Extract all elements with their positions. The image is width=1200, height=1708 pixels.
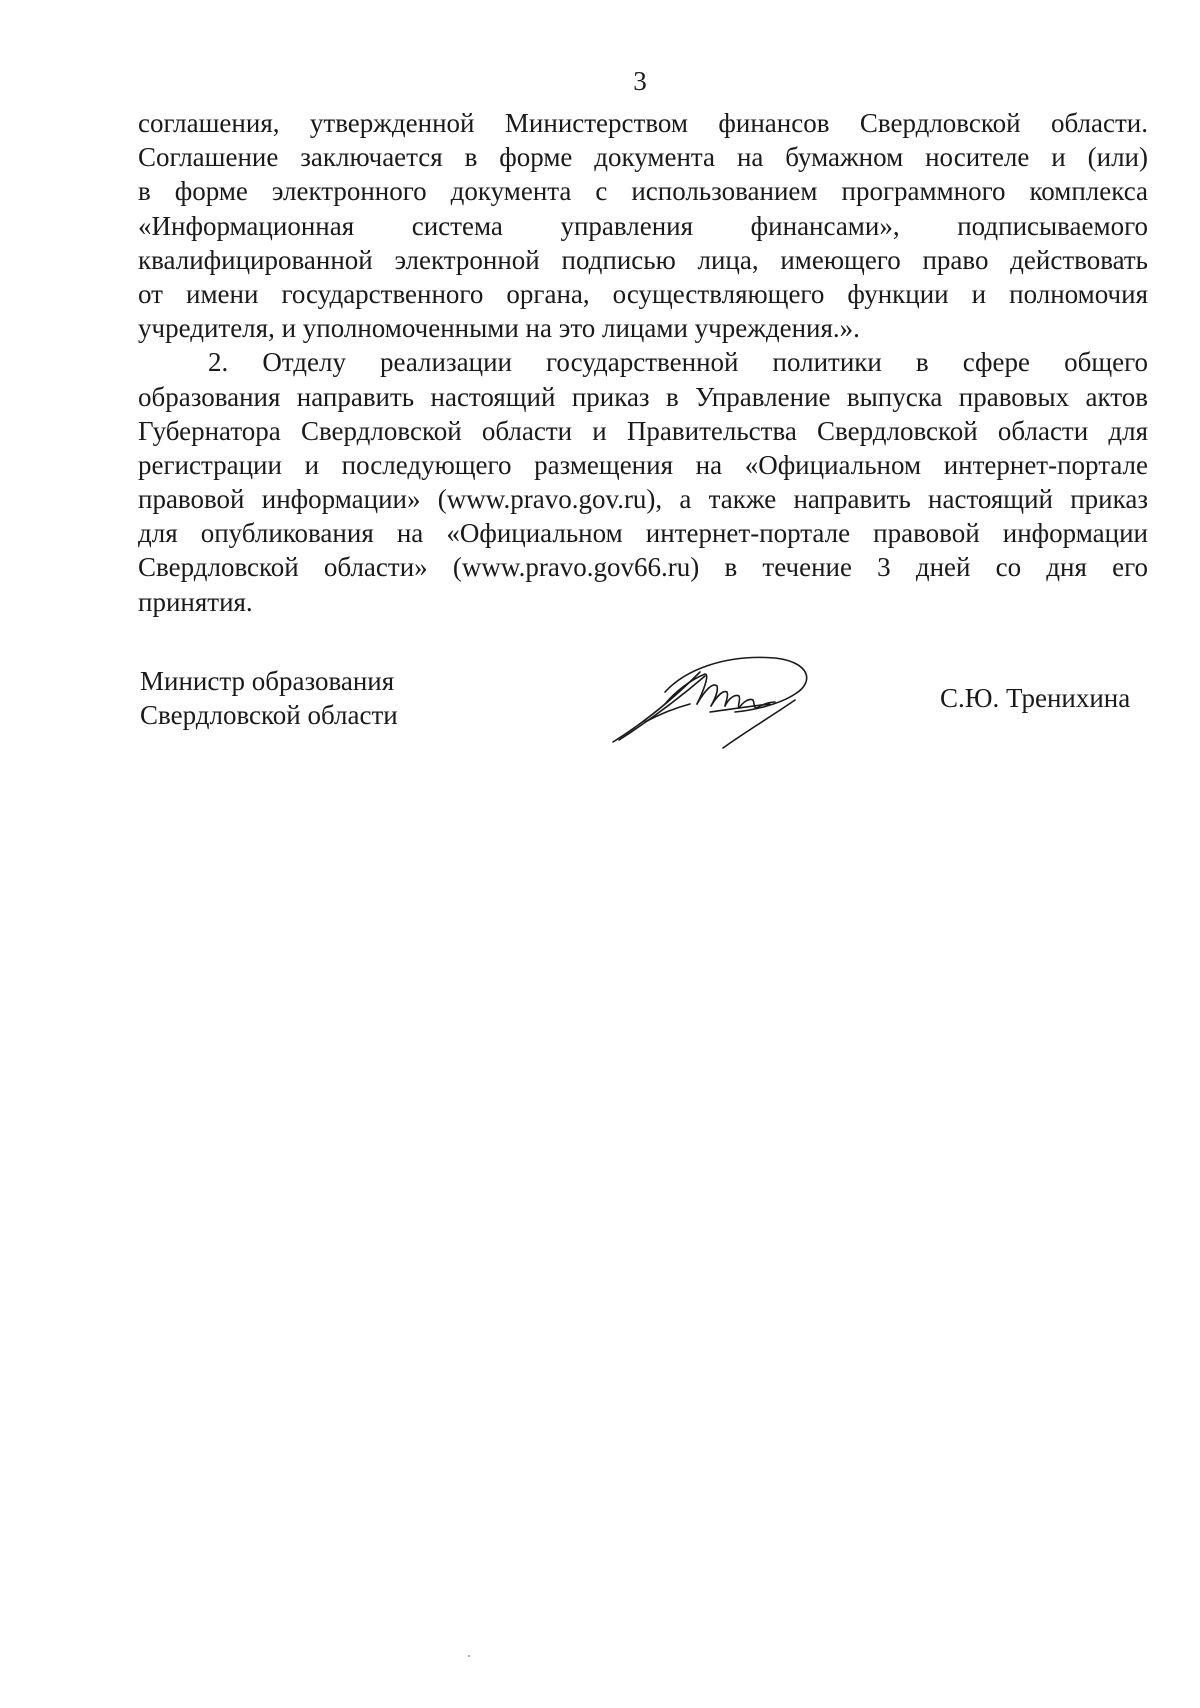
text-line: «Информационная система управления финансами», подписываемого [138, 210, 1148, 241]
text-line: Соглашение заключается в форме документа на бумажном носителе и (или) [138, 142, 1148, 173]
text-line: от имени государственного органа, осуществляющего функции и полномочия [138, 278, 1148, 309]
signatory-position-line: Министр образования [140, 666, 395, 696]
text-line: Губернатора Свердловской области и Правительства Свердловской области для [138, 415, 1148, 446]
paragraph-start-line: 2. Отделу реализации государственной политики в сфере общего [208, 347, 1148, 378]
text-line: учредителя, и уполномоченными на это лицами учреждения.». [138, 313, 860, 344]
signatory-position-line: Свердловской области [140, 700, 398, 730]
text-line: соглашения, утвержденной Министерством финансов Свердловской области. [138, 108, 1148, 138]
text-line: регистрации и последующего размещения на «Официальном интернет-портале [138, 449, 1148, 480]
scan-artifact [468, 1655, 470, 1657]
page-number: 3 [633, 66, 647, 96]
text-line: принятия. [138, 586, 253, 617]
signatory-name: С.Ю. Тренихина [940, 683, 1131, 713]
text-line: для опубликования на «Официальном интернет-портале правовой информации [138, 518, 1148, 549]
handwritten-signature [605, 652, 830, 752]
text-line: правовой информации» (www.pravo.gov.ru), а также направить настоящий приказ [138, 484, 1148, 515]
text-line: образования направить настоящий приказ в Управление выпуска правовых актов [138, 381, 1148, 412]
signatory-position [140, 664, 398, 732]
text-line: в форме электронного документа с использованием программного комплекса [138, 176, 1148, 207]
text-line: Свердловской области» (www.pravo.gov66.ru) в течение 3 дней со дня его [138, 552, 1148, 583]
body-text [138, 106, 1148, 619]
text-line: квалифицированной электронной подписью лица, имеющего право действовать [138, 244, 1148, 275]
